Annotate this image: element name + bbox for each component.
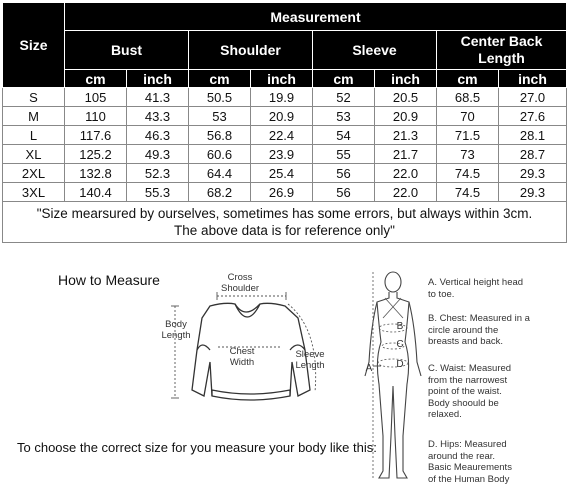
size-cell: S: [3, 88, 65, 107]
value-cell: 29.3: [499, 183, 567, 202]
unit-header: inch: [127, 70, 189, 88]
table-row: [3, 183, 567, 202]
letter-a-marker: A: [365, 363, 373, 374]
table-row: [3, 145, 567, 164]
value-cell: 50.5: [189, 88, 251, 107]
unit-header: cm: [189, 70, 251, 88]
value-cell: 56: [313, 183, 375, 202]
unit-header: cm: [65, 70, 127, 88]
size-chart-table: [2, 2, 567, 243]
how-to-measure-title: How to Measure: [58, 272, 160, 288]
value-cell: 56.8: [189, 126, 251, 145]
size-cell: L: [3, 126, 65, 145]
letter-d-marker: D: [396, 359, 404, 370]
size-cell: XL: [3, 145, 65, 164]
value-cell: 28.7: [499, 145, 567, 164]
value-cell: 74.5: [437, 164, 499, 183]
letter-b-marker: B: [396, 321, 404, 332]
value-cell: 49.3: [127, 145, 189, 164]
chest-width-label: Chest Width: [229, 346, 255, 368]
note-d: D. Hips: Measured around the rear. Basic Meaurements of the Human Body: [428, 439, 512, 485]
cross-shoulder-label: Cross Shoulder: [220, 272, 260, 294]
value-cell: 22.0: [375, 183, 437, 202]
sleeve-header: Sleeve: [313, 31, 437, 70]
body-figure-diagram: [355, 266, 430, 492]
note-b: B. Chest: Measured in a circle around the breasts and back.: [428, 313, 530, 347]
body-length-label: Body Length: [161, 319, 191, 341]
value-cell: 125.2: [65, 145, 127, 164]
unit-header: inch: [499, 70, 567, 88]
value-cell: 22.0: [375, 164, 437, 183]
value-cell: 55: [313, 145, 375, 164]
size-cell: 2XL: [3, 164, 65, 183]
value-cell: 27.6: [499, 107, 567, 126]
value-cell: 46.3: [127, 126, 189, 145]
value-cell: 43.3: [127, 107, 189, 126]
value-cell: 56: [313, 164, 375, 183]
choose-size-instruction: To choose the correct size for you measure your body like this:: [17, 440, 377, 455]
value-cell: 25.4: [251, 164, 313, 183]
center-back-length-header: Center Back Length: [437, 31, 567, 70]
value-cell: 68.5: [437, 88, 499, 107]
value-cell: 71.5: [437, 126, 499, 145]
value-cell: 27.0: [499, 88, 567, 107]
table-row: [3, 164, 567, 183]
bust-header: Bust: [65, 31, 189, 70]
value-cell: 110: [65, 107, 127, 126]
value-cell: 20.9: [251, 107, 313, 126]
size-cell: 3XL: [3, 183, 65, 202]
value-cell: 105: [65, 88, 127, 107]
value-cell: 54: [313, 126, 375, 145]
value-cell: 29.3: [499, 164, 567, 183]
note-line-2: The above data is for reference only": [174, 223, 395, 238]
value-cell: 52: [313, 88, 375, 107]
value-cell: 20.5: [375, 88, 437, 107]
value-cell: 132.8: [65, 164, 127, 183]
note-line-1: "Size mearsured by ourselves, sometimes has some errors, but always within 3cm.: [36, 206, 533, 221]
shoulder-header: Shoulder: [189, 31, 313, 70]
unit-header: cm: [313, 70, 375, 88]
note-a: A. Vertical height head to toe.: [428, 277, 524, 300]
letter-c-marker: C: [396, 339, 404, 350]
value-cell: 74.5: [437, 183, 499, 202]
reference-note: [3, 202, 567, 243]
value-cell: 21.7: [375, 145, 437, 164]
value-cell: 70: [437, 107, 499, 126]
value-cell: 21.3: [375, 126, 437, 145]
value-cell: 23.9: [251, 145, 313, 164]
value-cell: 73: [437, 145, 499, 164]
value-cell: 64.4: [189, 164, 251, 183]
value-cell: 41.3: [127, 88, 189, 107]
value-cell: 53: [189, 107, 251, 126]
table-row: [3, 88, 567, 107]
value-cell: 28.1: [499, 126, 567, 145]
value-cell: 68.2: [189, 183, 251, 202]
value-cell: 53: [313, 107, 375, 126]
size-cell: M: [3, 107, 65, 126]
table-row: [3, 107, 567, 126]
sleeve-length-label: Sleeve Length: [295, 349, 325, 371]
value-cell: 22.4: [251, 126, 313, 145]
value-cell: 55.3: [127, 183, 189, 202]
measurement-header: Measurement: [65, 3, 567, 31]
sweater-diagram: [150, 290, 350, 410]
value-cell: 26.9: [251, 183, 313, 202]
unit-header: cm: [437, 70, 499, 88]
value-cell: 117.6: [65, 126, 127, 145]
value-cell: 140.4: [65, 183, 127, 202]
value-cell: 52.3: [127, 164, 189, 183]
value-cell: 19.9: [251, 88, 313, 107]
size-header: Size: [3, 3, 65, 88]
note-c: C. Waist: Measured from the narrowest point of the waist. Body shoould be relaxed.: [428, 363, 512, 420]
value-cell: 20.9: [375, 107, 437, 126]
unit-header: inch: [251, 70, 313, 88]
value-cell: 60.6: [189, 145, 251, 164]
unit-header: inch: [375, 70, 437, 88]
table-row: [3, 126, 567, 145]
